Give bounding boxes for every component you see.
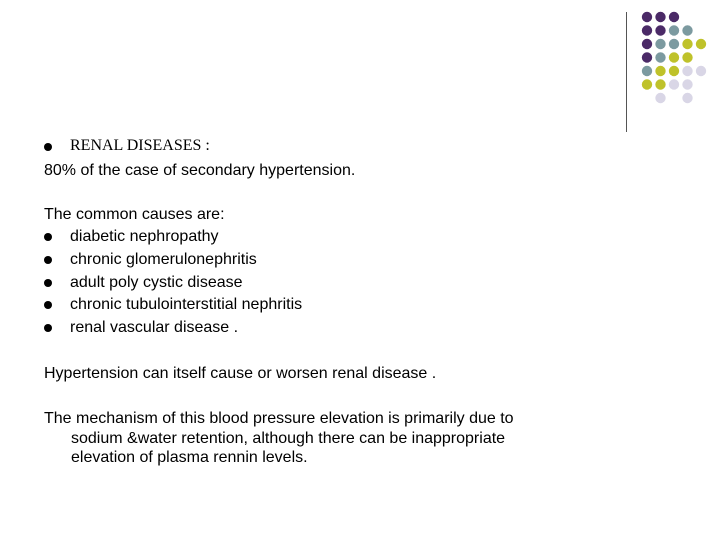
causes-intro: The common causes are: — [44, 206, 225, 223]
decorative-dot — [682, 66, 692, 76]
decorative-dot — [696, 39, 706, 49]
bullet-icon — [44, 279, 52, 287]
statement-text: Hypertension can itself cause or worsen renal disease . — [44, 365, 437, 382]
decorative-dot — [669, 52, 679, 62]
decorative-dot — [655, 79, 665, 89]
cause-item: adult poly cystic disease — [70, 274, 243, 291]
cause-item: chronic glomerulonephritis — [70, 251, 257, 268]
decorative-dot — [696, 66, 706, 76]
decorative-dot — [655, 25, 665, 35]
decorative-dot — [669, 39, 679, 49]
cause-item: renal vascular disease . — [70, 319, 239, 336]
decorative-dot — [642, 52, 652, 62]
bullet-icon — [44, 324, 52, 332]
subtitle-text: 80% of the case of secondary hypertension. — [44, 162, 356, 179]
decorative-dot — [682, 25, 692, 35]
decorative-dot — [655, 52, 665, 62]
section-heading: RENAL DISEASES : — [70, 137, 210, 154]
decorative-dot — [642, 12, 652, 22]
decorative-dot — [642, 39, 652, 49]
mechanism-line: The mechanism of this blood pressure elevation is primarily due to — [44, 410, 514, 427]
bullet-icon — [44, 143, 52, 151]
mechanism-line: sodium &water retention, although there can be inappropriate — [71, 430, 506, 447]
bullet-icon — [44, 301, 52, 309]
decorative-dot — [655, 66, 665, 76]
decorative-dot — [669, 25, 679, 35]
decorative-dot — [669, 79, 679, 89]
mechanism-line: elevation of plasma rennin levels. — [71, 449, 308, 466]
decorative-dot — [682, 52, 692, 62]
decorative-dot — [655, 39, 665, 49]
decorative-dot — [655, 12, 665, 22]
decorative-dot — [669, 12, 679, 22]
decorative-dot — [682, 79, 692, 89]
decorative-dot — [669, 66, 679, 76]
decorative-dot — [682, 93, 692, 103]
decorative-dot — [642, 66, 652, 76]
decorative-dot — [642, 79, 652, 89]
decorative-dot-grid — [0, 0, 720, 140]
decorative-dot — [655, 93, 665, 103]
bullet-icon — [44, 233, 52, 241]
bullet-icon — [44, 256, 52, 264]
vertical-divider — [626, 12, 627, 132]
cause-item: diabetic nephropathy — [70, 228, 219, 245]
decorative-dot — [682, 39, 692, 49]
decorative-dot — [642, 25, 652, 35]
cause-item: chronic tubulointerstitial nephritis — [70, 296, 303, 313]
